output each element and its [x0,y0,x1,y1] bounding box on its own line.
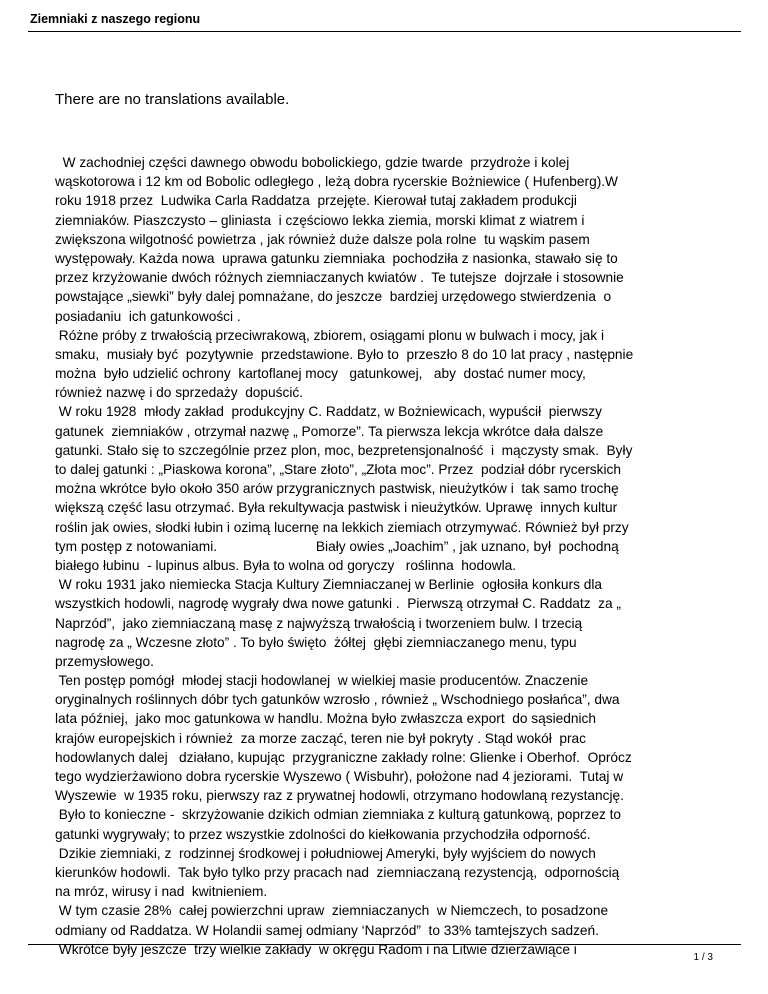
body-line: Było to konieczne - skrzyżowanie dzikich odmian ziemniaka z kulturą gatunkową, poprzez to [55,807,622,823]
body-line: gatunki. Stało się to szczególnie przez plon, moc, bezpretensjonalność i mączysty smak. Były [55,442,633,458]
page-number: 1 / 3 [693,952,713,963]
body-line: Różne próby z trwałością przeciwrakową, zbiorem, osiągami plonu w bulwach i mocy, jak i [55,327,604,343]
body-line: Ten postęp pomógł młodej stacji hodowlanej w wielkiej masie producentów. Znaczenie [55,673,589,689]
body-line: roku 1918 przez Ludwika Carla Raddatza przejęte. Kierował tutaj zakładem produkcji [55,193,577,209]
body-line: kierunków hodowli. Tak było tylko przy pracach nad ziemniaczaną rezystencją, odpornością [55,864,620,880]
body-line: wszystkich hodowli, nagrodę wygrały dwa nowe gatunki . Pierwszą otrzymał C. Raddatz za „ [55,596,621,612]
body-line: przemysłowego. [55,653,154,669]
body-line: krajów europejskich i również za morze zacząć, teren nie był pokryty . Stąd wokół prac [55,730,586,746]
body-line: na mróz, wirusy i nad kwitnieniem. [55,884,268,900]
body-line: W zachodniej części dawnego obwodu bobolickiego, gdzie twarde przydroże i kolej [55,155,570,170]
body-line: oryginalnych roślinnych dóbr tych gatunków wzrosło , również „ Wschodniego posłańca”, dwa [55,692,620,708]
body-line: tym postęp z notowaniami. Biały owies „Joachim” , jak uznano, był pochodną [55,538,619,554]
body-line: ziemniaków. Piaszczysto – gliniasta i częściowo lekka ziemia, morski klimat z wiatrem i [55,212,585,228]
body-line: smaku, musiały być pozytywnie przedstawione. Było to przeszło 8 do 10 lat pracy , następnie [55,346,634,362]
article-body [55,153,720,959]
body-line: również nazwę i do sprzedaży dopuścić. [55,385,304,401]
translation-notice: There are no translations available. [55,91,290,108]
body-line: W roku 1928 młody zakład produkcyjny C. Raddatz, w Bożniewicach, wypuścił pierwszy [55,404,602,420]
header-divider [28,31,741,32]
body-line: przez krzyżowanie dwóch różnych ziemniaczanych kwiatów . Te tutejsze dojrzałe i stosownie [55,270,624,286]
body-line: Wyszewie w 1935 roku, pierwszy raz z prywatnej hodowli, otrzymano hodowlaną rezystancję. [55,788,624,804]
body-line: gatunki wygrywały; to przez wszystkie zdolności do kiełkowania przychodziła odporność. [55,826,591,842]
body-line: powstające „siewki” były dalej pomnażane, do jeszcze bardziej urzędowego stwierdzenia o [55,289,612,305]
body-line: roślin jak owies, słodki łubin i ozimą lucernę na lekkich ziemiach otrzymywać. Również był przy [55,519,629,535]
body-line: posiadaniu ich gatunkowości . [55,308,241,324]
body-line: hodowlanych dalej działano, kupując przygraniczne zakłady rolne: Glienke i Oberhof. Oprócz [55,749,632,765]
body-line: większą część lasu otrzymać. Była rekultywacja pastwisk i nieużytków. Uprawę innych kultur [55,500,618,516]
body-line: to dalej gatunki : „Piaskowa korona”, „Stare złoto”, „Złota moc”. Przez podział dóbr rycerskich [55,462,621,477]
body-line: Wkrótce były jeszcze trzy wielkie zakłady w okręgu Radom i na Litwie dzierżawiące i [55,941,577,957]
body-line: wąskotorowa i 12 km od Bobolic odległego , leżą dobra rycerskie Bożniewice ( Hufenberg).W [55,174,618,190]
body-line: można było udzielić ochrony kartoflanej mocy gatunkowej, aby dostać numer mocy, [55,366,586,382]
body-line: Dzikie ziemniaki, z rodzinnej środkowej i południowej Ameryki, były wyjściem do nowych [55,845,596,861]
body-line: tego wydzierżawiono dobra rycerskie Wyszewo ( Wisbuhr), położone nad 4 jeziorami. Tutaj w [55,769,624,784]
body-line: występowały. Każda nowa uprawa gatunku ziemniaka pochodziła z nasionka, stawało się to [55,250,618,266]
footer-divider [28,944,741,945]
body-line: Naprzód”, jako ziemniaczaną masę z najwyższą trwałością i tworzeniem bulw. I trzecią [55,615,583,631]
body-line: nagrodę za „ Wczesne złoto” . To było święto żółtej głębi ziemniaczanego menu, typu [55,634,577,650]
page-header-title: Ziemniaki z naszego regionu [30,12,201,26]
body-line: W roku 1931 jako niemiecka Stacja Kultury Ziemniaczanej w Berlinie ogłosiła konkurs dla [55,577,602,593]
body-line: białego łubinu - lupinus albus. Była to wolna od goryczy roślinna hodowla. [55,557,517,573]
body-line: zwiększona wilgotność powietrza , jak również duże dalsze pola rolne tu wąskim pasem [55,231,590,247]
body-line: odmiany od Raddatza. W Holandii samej odmiany ‘Naprzód” to 33% tamtejszych sadzeń. [55,922,599,938]
body-line: W tym czasie 28% całej powierzchni upraw ziemniaczanych w Niemczech, to posadzone [55,903,609,919]
body-line: lata później, jako moc gatunkowa w handlu. Można było zwłaszcza export do sąsiednich [55,711,596,727]
body-line: gatunek ziemniaków , otrzymał nazwę „ Pomorze”. Ta pierwsza lekcja wkrótce dała dalsze [55,423,604,439]
body-line: można wkrótce było około 350 arów przygranicznych pastwisk, nieużytków i tak samo trochę [55,481,619,497]
